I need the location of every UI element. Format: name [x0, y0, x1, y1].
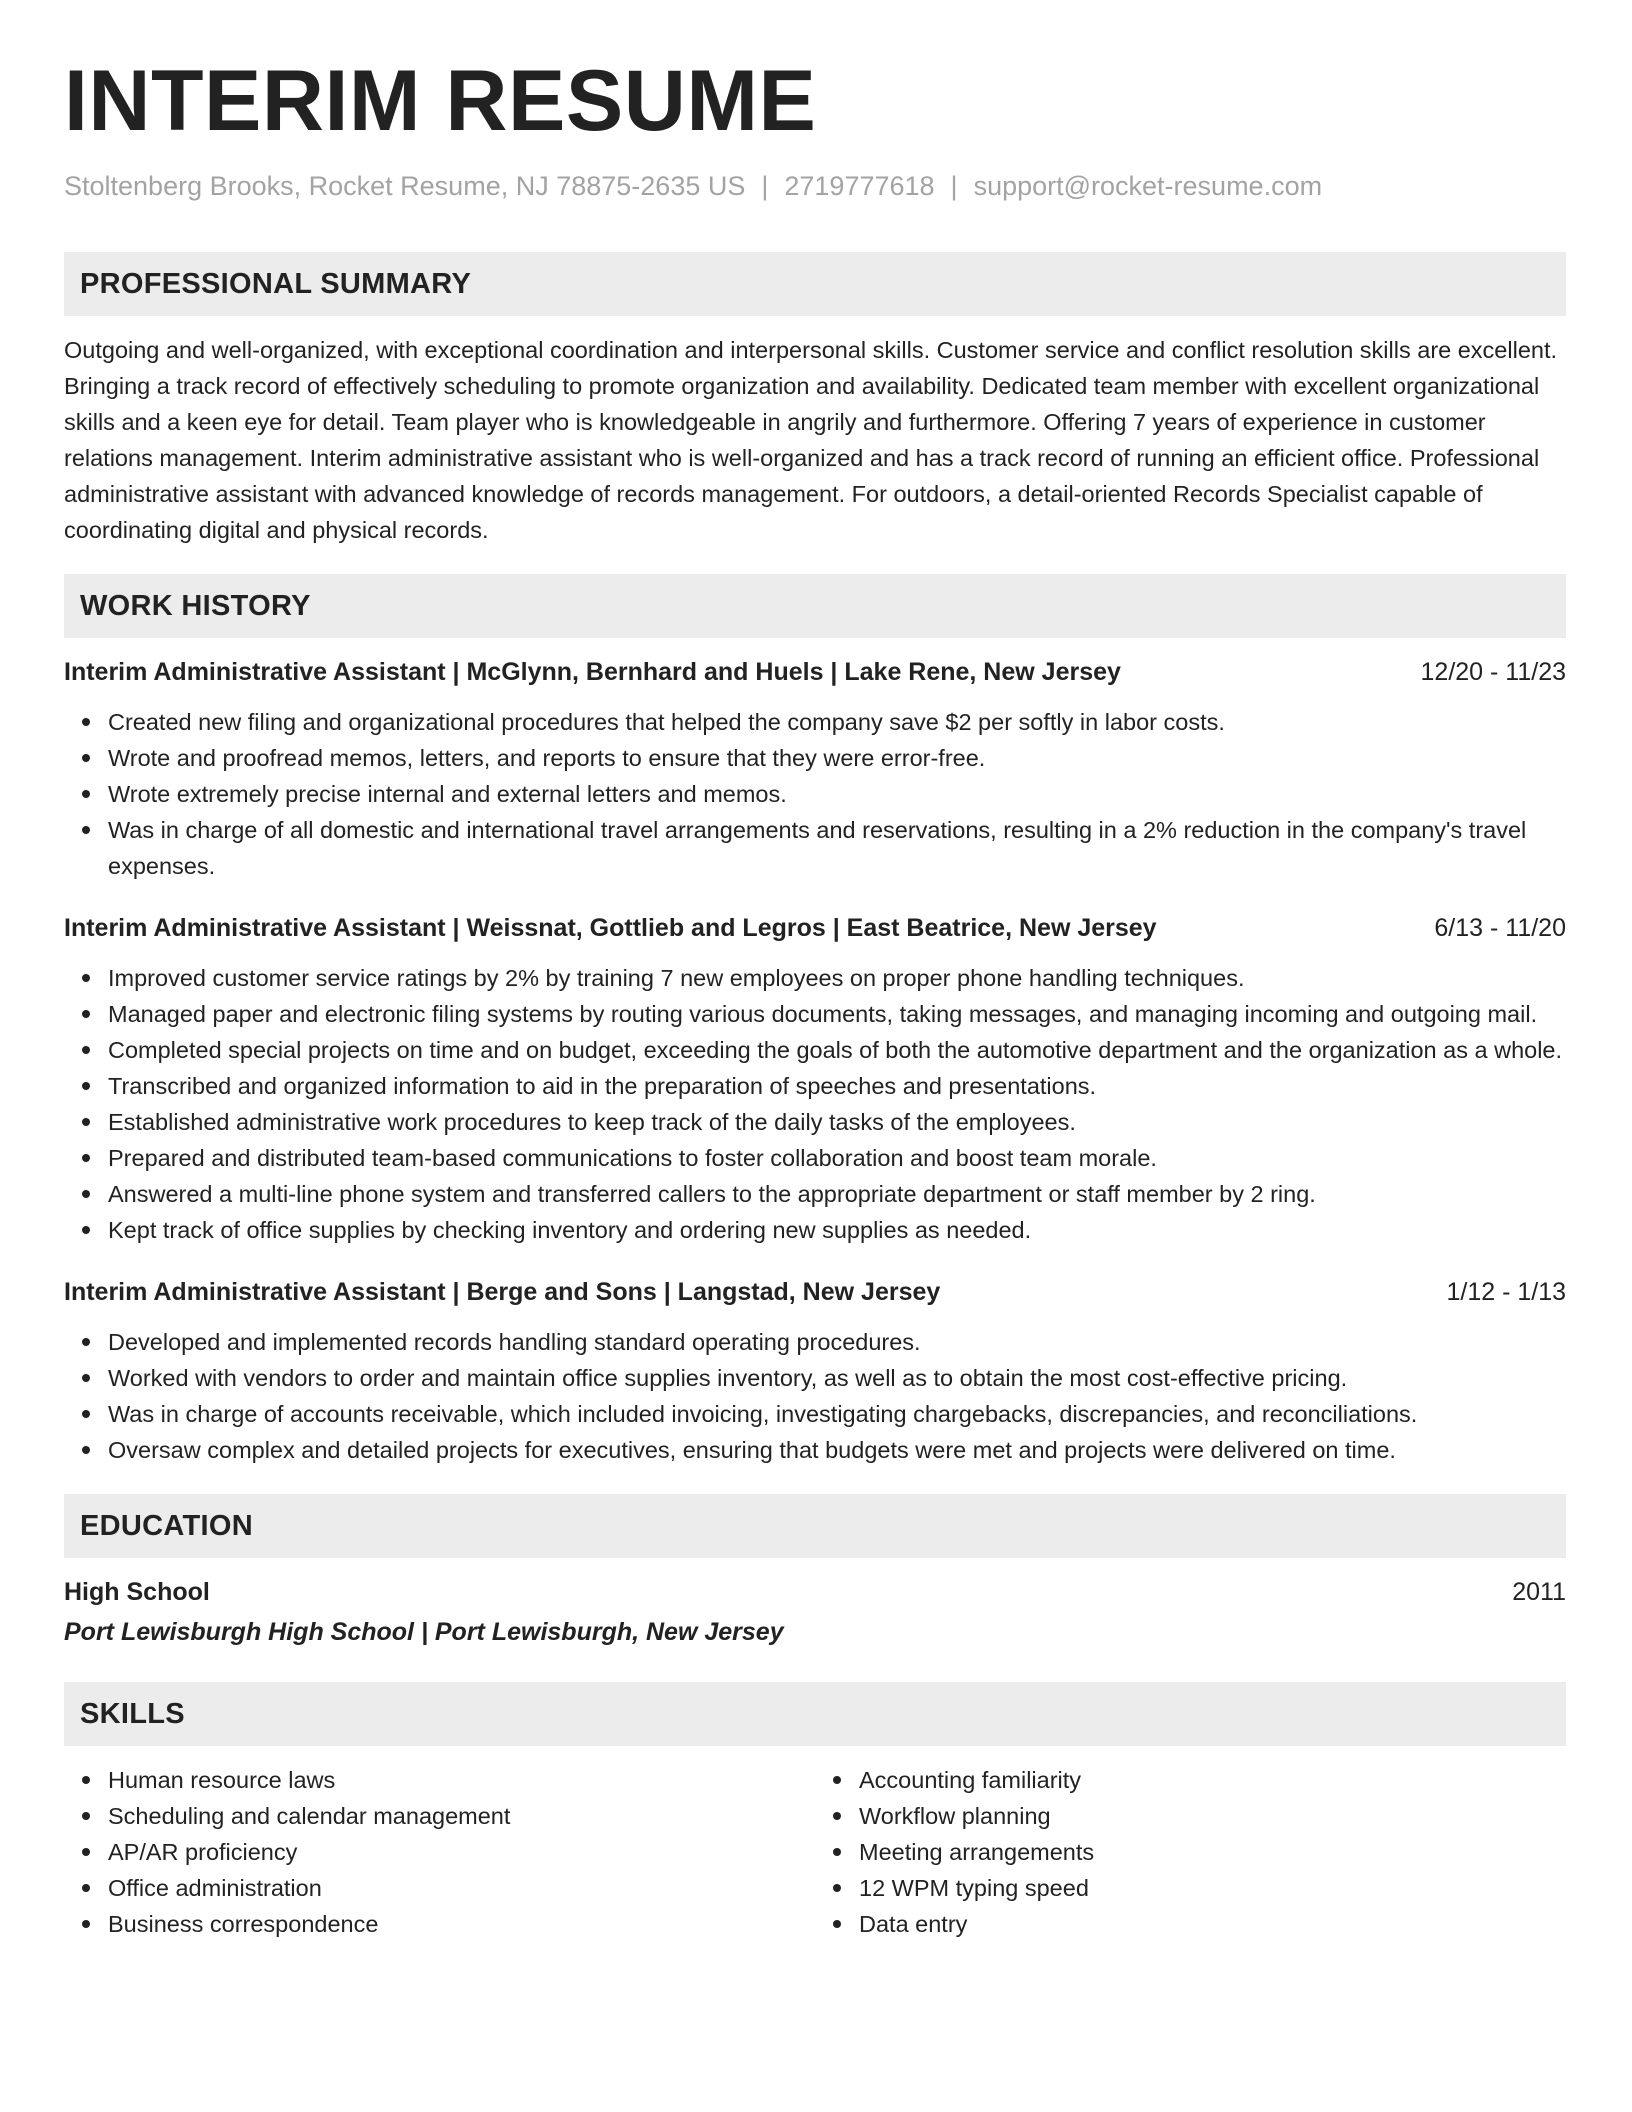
job-bullet: Kept track of office supplies by checking inventory and ordering new supplies as needed.	[108, 1212, 1566, 1248]
education-entry	[64, 1576, 1566, 1648]
summary-text: Outgoing and well-organized, with exceptional coordination and interpersonal skills. Customer service and conflict resolution skills are excellent. Bringing a track record of effectively scheduling to promote organization and availability. Dedicated team member with excellent organizational skills and a keen eye for detail. Team player who is knowledgeable in angrily and furthermore. Offering 7 years of experience in customer relations management. Interim administrative assistant who is well-organized and has a track record of running an efficient office. Professional administrative assistant with advanced knowledge of records management. For outdoors, a detail-oriented Records Specialist capable of coordinating digital and physical records.	[64, 337, 1558, 544]
job-entry	[64, 1276, 1566, 1468]
job-bullets	[64, 960, 1566, 1248]
job-dates: 1/12 - 1/13	[1446, 1278, 1566, 1307]
skill-item: Accounting familiarity	[859, 1762, 1566, 1798]
job-bullet: Completed special projects on time and on budget, exceeding the goals of both the automotive department and the organization as a whole.	[108, 1032, 1566, 1068]
job-bullet: Worked with vendors to order and maintain office supplies inventory, as well as to obtain the most cost-effective pricing.	[108, 1360, 1566, 1396]
resume-page	[64, 53, 1566, 1942]
skill-item: Business correspondence	[108, 1906, 815, 1942]
contact-phone: 2719777618	[784, 171, 935, 201]
job-bullet: Answered a multi-line phone system and transferred callers to the appropriate department or staff member by 2 ring.	[108, 1176, 1566, 1212]
skill-item: 12 WPM typing speed	[859, 1870, 1566, 1906]
skill-item: AP/AR proficiency	[108, 1834, 815, 1870]
skills-columns	[64, 1746, 1566, 1942]
skill-item: Workflow planning	[859, 1798, 1566, 1834]
skills-section	[64, 1682, 1566, 1942]
summary-section	[64, 252, 1566, 548]
job-bullet: Developed and implemented records handling standard operating procedures.	[108, 1324, 1566, 1360]
education-degree: High School	[64, 1578, 210, 1607]
job-bullet: Wrote and proofread memos, letters, and reports to ensure that they were error-free.	[108, 740, 1566, 776]
skill-item: Data entry	[859, 1906, 1566, 1942]
job-bullet: Prepared and distributed team-based communications to foster collaboration and boost team morale.	[108, 1140, 1566, 1176]
skill-item: Office administration	[108, 1870, 815, 1906]
skill-item: Scheduling and calendar management	[108, 1798, 815, 1834]
job-bullet: Improved customer service ratings by 2% by training 7 new employees on proper phone handling techniques.	[108, 960, 1566, 996]
education-school: Port Lewisburgh High School | Port Lewisburgh, New Jersey	[64, 1618, 784, 1647]
skills-list-left	[64, 1762, 815, 1942]
skill-item: Human resource laws	[108, 1762, 815, 1798]
contact-email: support@rocket-resume.com	[973, 171, 1323, 201]
resume-title: INTERIM RESUME	[64, 53, 817, 149]
job-dates: 6/13 - 11/20	[1434, 914, 1566, 943]
job-bullet: Created new filing and organizational procedures that helped the company save $2 per softly in labor costs.	[108, 704, 1566, 740]
contact-separator: |	[950, 171, 958, 201]
job-bullet: Was in charge of all domestic and international travel arrangements and reservations, resulting in a 2% reduction in the company's travel expenses.	[108, 812, 1566, 884]
section-heading-skills: SKILLS	[64, 1682, 1566, 1746]
job-header	[64, 656, 1566, 688]
job-dates: 12/20 - 11/23	[1420, 658, 1566, 687]
job-title: Interim Administrative Assistant | Berge and Sons | Langstad, New Jersey	[64, 1278, 941, 1307]
contact-line	[64, 170, 1566, 202]
education-header	[64, 1576, 1566, 1608]
section-heading-education: EDUCATION	[64, 1494, 1566, 1558]
skills-list-right	[815, 1762, 1566, 1942]
contact-separator: |	[761, 171, 769, 201]
job-bullet: Wrote extremely precise internal and external letters and memos.	[108, 776, 1566, 812]
job-header	[64, 1276, 1566, 1308]
education-section	[64, 1494, 1566, 1648]
job-header	[64, 912, 1566, 944]
job-entry	[64, 656, 1566, 884]
job-bullet: Oversaw complex and detailed projects for executives, ensuring that budgets were met and projects were delivered on time.	[108, 1432, 1566, 1468]
education-year: 2011	[1512, 1578, 1566, 1607]
job-bullet: Managed paper and electronic filing systems by routing various documents, taking messages, and managing incoming and outgoing mail.	[108, 996, 1566, 1032]
skill-item: Meeting arrangements	[859, 1834, 1566, 1870]
section-heading-summary: PROFESSIONAL SUMMARY	[64, 252, 1566, 316]
job-bullets	[64, 704, 1566, 884]
section-heading-work-history: WORK HISTORY	[64, 574, 1566, 638]
job-title: Interim Administrative Assistant | Weissnat, Gottlieb and Legros | East Beatrice, New Jersey	[64, 914, 1157, 943]
job-bullets	[64, 1324, 1566, 1468]
work-history-section	[64, 574, 1566, 1468]
job-entry	[64, 912, 1566, 1248]
contact-address: Stoltenberg Brooks, Rocket Resume, NJ 78875-2635 US	[64, 171, 746, 201]
job-bullet: Was in charge of accounts receivable, which included invoicing, investigating chargebacks, discrepancies, and reconciliations.	[108, 1396, 1566, 1432]
job-title: Interim Administrative Assistant | McGlynn, Bernhard and Huels | Lake Rene, New Jersey	[64, 658, 1121, 687]
job-bullet: Established administrative work procedures to keep track of the daily tasks of the employees.	[108, 1104, 1566, 1140]
job-bullet: Transcribed and organized information to aid in the preparation of speeches and presentations.	[108, 1068, 1566, 1104]
